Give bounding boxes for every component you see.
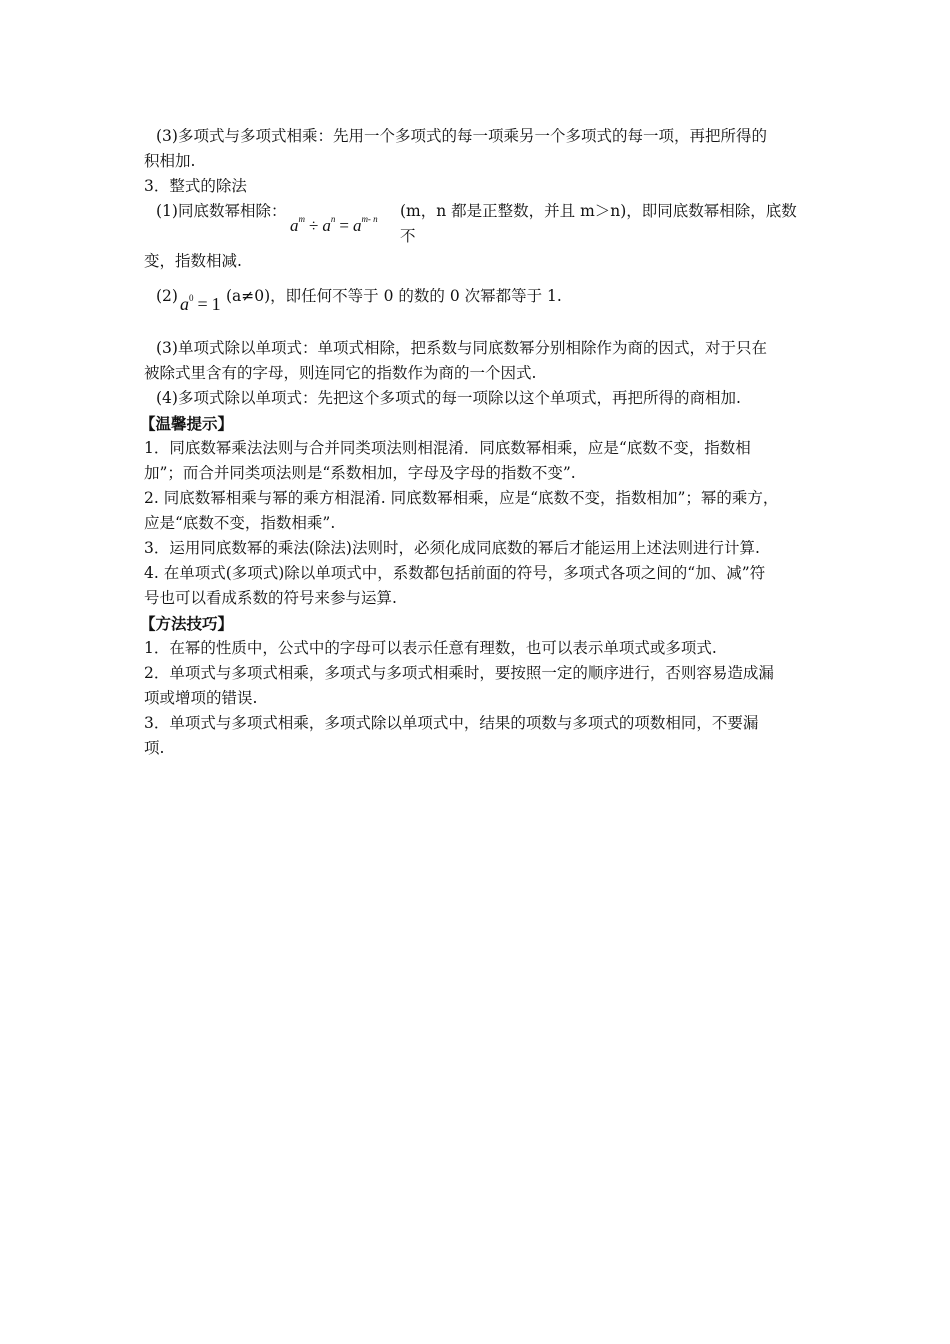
tips-line-7: 号也可以看成系数的符号来参与运算. bbox=[144, 589, 397, 607]
methods-line-5: 项. bbox=[144, 739, 165, 757]
mult-item3-line1: (3)多项式与多项式相乘：先用一个多项式的每一项乘另一个多项式的每一项，再把所得的 bbox=[156, 127, 767, 145]
methods-line-4: 3．单项式与多项式相乘，多项式除以单项式中，结果的项数与多项式的项数相同，不要漏 bbox=[144, 714, 759, 732]
zero-exponent-formula: $a^0 = 1$ bbox=[180, 293, 221, 314]
tips-line-4: 应是“底数不变，指数相乘”. bbox=[144, 514, 336, 532]
quotient-of-powers-formula: $a^m \div a^n = a^{m- n}$ bbox=[290, 214, 378, 235]
division-item4: (4)多项式除以单项式：先把这个多项式的每一项除以这个单项式，再把所得的商相加. bbox=[156, 389, 741, 407]
division-item1-condition: (m，n 都是正整数，并且 m＞n)，即同底数幂相除，底数不 bbox=[400, 202, 797, 245]
division-item1 bbox=[144, 199, 810, 249]
tips-line-3: 2. 同底数幂相乘与幂的乘方相混淆. 同底数幂相乘，应是“底数不变，指数相加”；幂的乘方， bbox=[144, 489, 779, 507]
division-item2-prefix: (2) bbox=[156, 287, 178, 305]
mult-item3-line2: 积相加. bbox=[144, 152, 196, 170]
division-item1-line2: 变，指数相减. bbox=[144, 252, 242, 270]
tips-line-1: 1．同底数幂乘法法则与合并同类项法则相混淆．同底数幂相乘，应是“底数不变，指数相 bbox=[144, 439, 751, 457]
methods-line-3: 项或增项的错误. bbox=[144, 689, 258, 707]
methods-line-2: 2．单项式与多项式相乘，多项式与多项式相乘时，要按照一定的顺序进行，否则容易造成漏 bbox=[144, 664, 774, 682]
tips-line-6: 4. 在单项式(多项式)除以单项式中，系数都包括前面的符号，多项式各项之间的“加、减”符 bbox=[144, 564, 766, 582]
tips-line-5: 3．运用同底数幂的乘法(除法)法则时，必须化成同底数的幂后才能运用上述法则进行计算. bbox=[144, 539, 760, 557]
methods-heading: 【方法技巧】 bbox=[140, 614, 234, 633]
division-item2 bbox=[144, 288, 810, 336]
division-item1-prefix: (1)同底数幂相除： bbox=[156, 202, 287, 220]
document-body bbox=[140, 124, 810, 761]
methods-line-1: 1．在幂的性质中，公式中的字母可以表示任意有理数，也可以表示单项式或多项式. bbox=[144, 639, 717, 657]
division-item3-line2: 被除式里含有的字母，则连同它的指数作为商的一个因式. bbox=[144, 364, 537, 382]
division-item2-condition: (a≠0)，即任何不等于 0 的数的 0 次幂都等于 1. bbox=[226, 287, 562, 305]
division-item3-line1: (3)单项式除以单项式：单项式相除，把系数与同底数幂分别相除作为商的因式，对于只在 bbox=[156, 339, 767, 357]
tips-heading: 【温馨提示】 bbox=[140, 414, 234, 433]
tips-line-2: 加”；而合并同类项法则是“系数相加，字母及字母的指数不变”. bbox=[144, 464, 576, 482]
division-heading: 3．整式的除法 bbox=[144, 177, 247, 195]
